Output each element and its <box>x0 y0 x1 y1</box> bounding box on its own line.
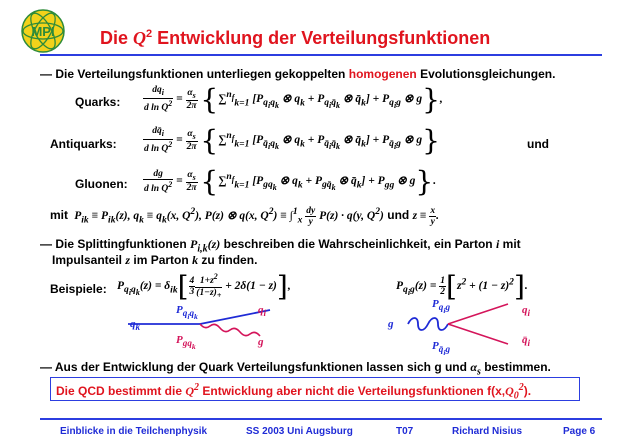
conclusion-text: Die QCD bestimmt die $Q^2$ Entwicklung aber nicht die Verteilungsfunktionen $f(x,Q_0^2)$. <box>56 382 532 402</box>
label-quarks: Quarks: <box>75 95 121 109</box>
mit-line: mit $P_{ik} \equiv P_{ik}(z)$, $q_k \equiv q_k(x$, $Q^2$), P(z) ⊗ q(x, $Q^2) \equiv \int^1_x$ $\frac{dy}{y}$ P(z) · q(y, $Q^2$) und z ≡ $\frac{x}{y}$ . <box>50 206 439 227</box>
bullet-splitting-line2: Impulsanteil z im Parton k zu finden. <box>52 253 258 267</box>
footer-code: T07 <box>396 426 414 437</box>
diagram-right-in: g <box>388 318 394 330</box>
equation-gluons: $\frac{dg}{d \ln Q^2}$ = $\frac{\alpha_s}{2\pi}$ {∑$^{n_f}_{k=1}$ [$P_{gq_k}$ ⊗ $q_k + P_{gq̄_k}$ ⊗ $q̄_k] + P_{gg}$ ⊗ g}. <box>144 165 437 198</box>
bullet-determine: — Aus der Entwicklung der Quark Verteilungsfunktionen lassen sich g und $\alpha_s$ bestimmen. <box>40 360 551 378</box>
word-und-1: und <box>527 137 549 151</box>
diagram-right-out-bottom: $q̄_i$ <box>522 334 531 349</box>
diagram-left-top: $P_{q_iq_k}$ <box>176 304 198 322</box>
diagram-right-out-top: $q_i$ <box>522 304 531 319</box>
diagram-right-bottom: $P_{q̄_ig}$ <box>432 340 451 358</box>
footer-author: Richard Nisius <box>452 426 523 437</box>
label-antiquarks: Antiquarks: <box>50 137 117 151</box>
example-pqg: $P_{q_ig}(z)$ = $\frac{1}{2}$ $[z^2 + (1 - z)^2]$. <box>396 270 528 303</box>
bullet-splitting: — Die Splittingfunktionen $P_{i,k}(z)$ beschreiben die Wahrscheinlichkeit, ein Parton i mit <box>40 237 521 255</box>
label-gluonen: Gluonen: <box>75 177 128 191</box>
footer-course: Einblicke in die Teilchenphysik <box>60 426 208 437</box>
diagram-left-in: $q_k$ <box>130 318 141 333</box>
footer-rule <box>40 418 602 420</box>
diagram-left-bottom: $P_{gq_k}$ <box>176 334 196 352</box>
diagram-quark-splitting <box>120 298 280 352</box>
diagram-left-out-bottom: g <box>258 336 264 348</box>
title-rule <box>40 54 602 56</box>
example-pqq: $P_{q_iq_k}(z) = \delta_{ik}$[ $\frac{4}{3}$ $\frac{1+z^2}{(1-z)_+}$ + 2δ(1 − z)], <box>117 270 291 303</box>
diagram-gluon-splitting <box>398 296 538 354</box>
footer-semester: SS 2003 Uni Augsburg <box>246 426 353 437</box>
bullet-evolution: — Die Verteilungsfunktionen unterliegen gekoppelten homogenen Evolutionsgleichungen. <box>40 67 556 81</box>
svg-text:MPI: MPI <box>31 24 55 39</box>
footer-page: Page 6 <box>563 426 596 437</box>
diagram-left-out-top: $q_i$ <box>258 304 267 319</box>
page-title: Die $Q^2$ Entwicklung der Verteilungsfunktionen <box>100 28 491 48</box>
diagram-right-top: $P_{q_ig}$ <box>432 298 451 316</box>
mpi-logo <box>20 8 66 54</box>
equation-quarks: $\frac{dq_i}{d \ln Q^2}$ = $\frac{\alpha_s}{2\pi}$ {∑$^{n_f}_{k=1}$ [$P_{q_iq_k}$ ⊗ $q_k + P_{q_iq̄_k}$ ⊗ $q̄_k] + P_{q_ig}$ ⊗ g}, <box>144 83 443 116</box>
label-beispiele: Beispiele: <box>50 282 107 296</box>
equation-antiquarks: $\frac{dq̄_i}{d \ln Q^2}$ = $\frac{\alpha_s}{2\pi}$ {∑$^{n_f}_{k=1}$ [$P_{q̄_iq_k}$ ⊗ $q_k + P_{q̄_iq̄_k}$ ⊗ $q̄_k] + P_{q̄_ig}$ ⊗ g} <box>144 124 440 157</box>
